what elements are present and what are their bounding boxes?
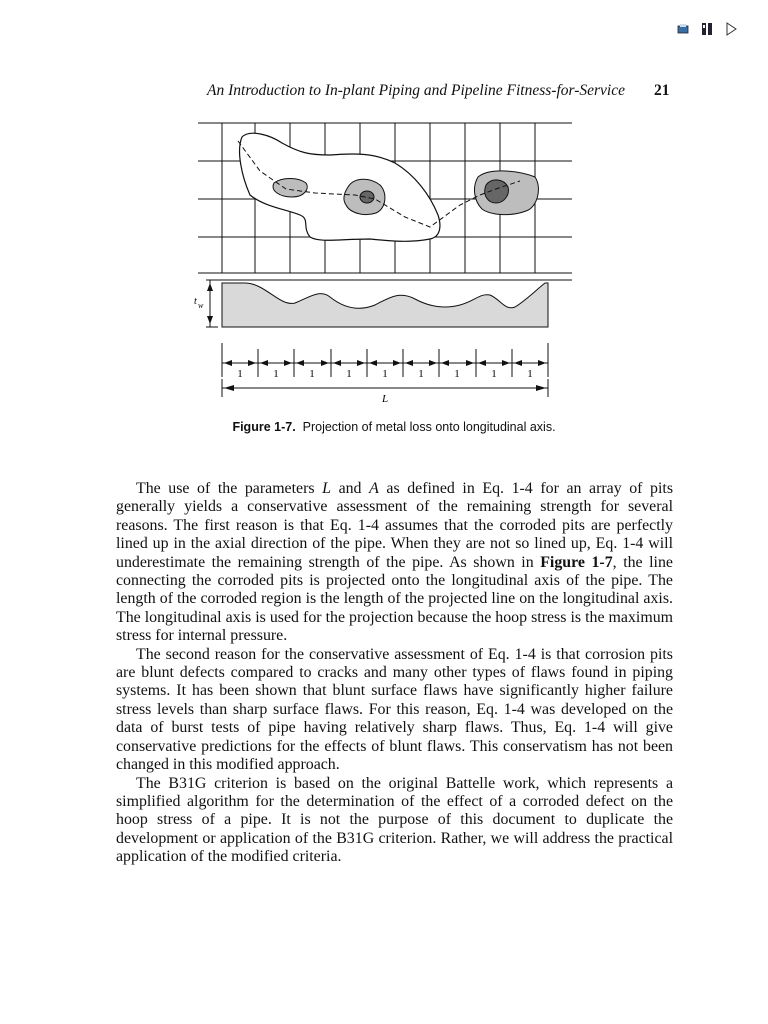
figure-reference: Figure 1-7 bbox=[540, 553, 613, 571]
bookmark-icon[interactable] bbox=[700, 22, 714, 36]
paragraph-3: The B31G criterion is based on the original Battelle work, which represents a simplified algorithm for the determination of the effect of a corroded defect on the hoop stress of a pipe. It is not the purpose of this document to duplicate the development or application of the B31G criterion. Rather, we will address the practical application of the modified criteria. bbox=[116, 774, 673, 866]
pit-left bbox=[273, 179, 307, 198]
pit-middle-core bbox=[360, 191, 374, 203]
running-title: An Introduction to In-plant Piping and Pipeline Fitness-for-Service bbox=[207, 82, 625, 99]
segment-label-3: 1 bbox=[309, 368, 315, 380]
page-number: 21 bbox=[654, 82, 670, 99]
caption-label: Figure 1-7. bbox=[232, 420, 296, 434]
segment-label-2: 1 bbox=[273, 368, 279, 380]
segment-label-6: 1 bbox=[418, 368, 424, 380]
length-label: L bbox=[381, 393, 389, 405]
next-page-icon[interactable] bbox=[724, 22, 738, 36]
print-icon[interactable] bbox=[676, 22, 690, 36]
wall-profile bbox=[222, 283, 548, 327]
segment-label-4: 1 bbox=[346, 368, 352, 380]
figure-caption bbox=[0, 420, 768, 434]
tw-label: t bbox=[194, 296, 197, 307]
tw-sub: w bbox=[198, 301, 204, 310]
segment-label-7: 1 bbox=[454, 368, 460, 380]
running-header bbox=[0, 82, 768, 102]
paragraph-2: The second reason for the conservative assessment of Eq. 1-4 is that corrosion pits are blunt defects compared to cracks and many other types of flaws found in piping systems. It has been shown that blunt surface flaws have significantly higher failure stress levels than sharp surface flaws. For this reason, Eq. 1-4 was developed on the data of burst tests of pipe having relatively sharp flaws. Thus, Eq. 1-4 will give conservative predictions for the effects of blunt flaws. This conservatism has not been changed in this modified approach. bbox=[116, 645, 673, 774]
viewer-nav bbox=[676, 22, 738, 36]
segment-label-9: 1 bbox=[527, 368, 533, 380]
segment-label-1: 1 bbox=[237, 368, 243, 380]
figure-1-7 bbox=[190, 115, 580, 415]
segment-label-8: 1 bbox=[491, 368, 497, 380]
caption-text: Projection of metal loss onto longitudinal axis. bbox=[302, 420, 556, 434]
segment-label-5: 1 bbox=[382, 368, 388, 380]
paragraph-1: The use of the parameters L and A as defined in Eq. 1-4 for an array of pits generally yields a conservative assessment of the remaining strength for several reasons. The first reason is that Eq. 1-4 assumes that the corroded pits are perfectly lined up in the axial direction of the pipe. When they are not so lined up, Eq. 1-4 will underestimate the remaining strength of the pipe. As shown in Figure 1-7, the line connecting the corroded pits is projected onto the longitudinal axis of the pipe. The length of the corroded region is the length of the projected line on the longitudinal axis. The longitudinal axis is used for the projection because the hoop stress is the maximum stress for internal pressure. bbox=[116, 480, 674, 645]
corrosion-outline bbox=[240, 133, 440, 241]
figure-drawing bbox=[190, 115, 580, 415]
body-text bbox=[116, 480, 673, 867]
